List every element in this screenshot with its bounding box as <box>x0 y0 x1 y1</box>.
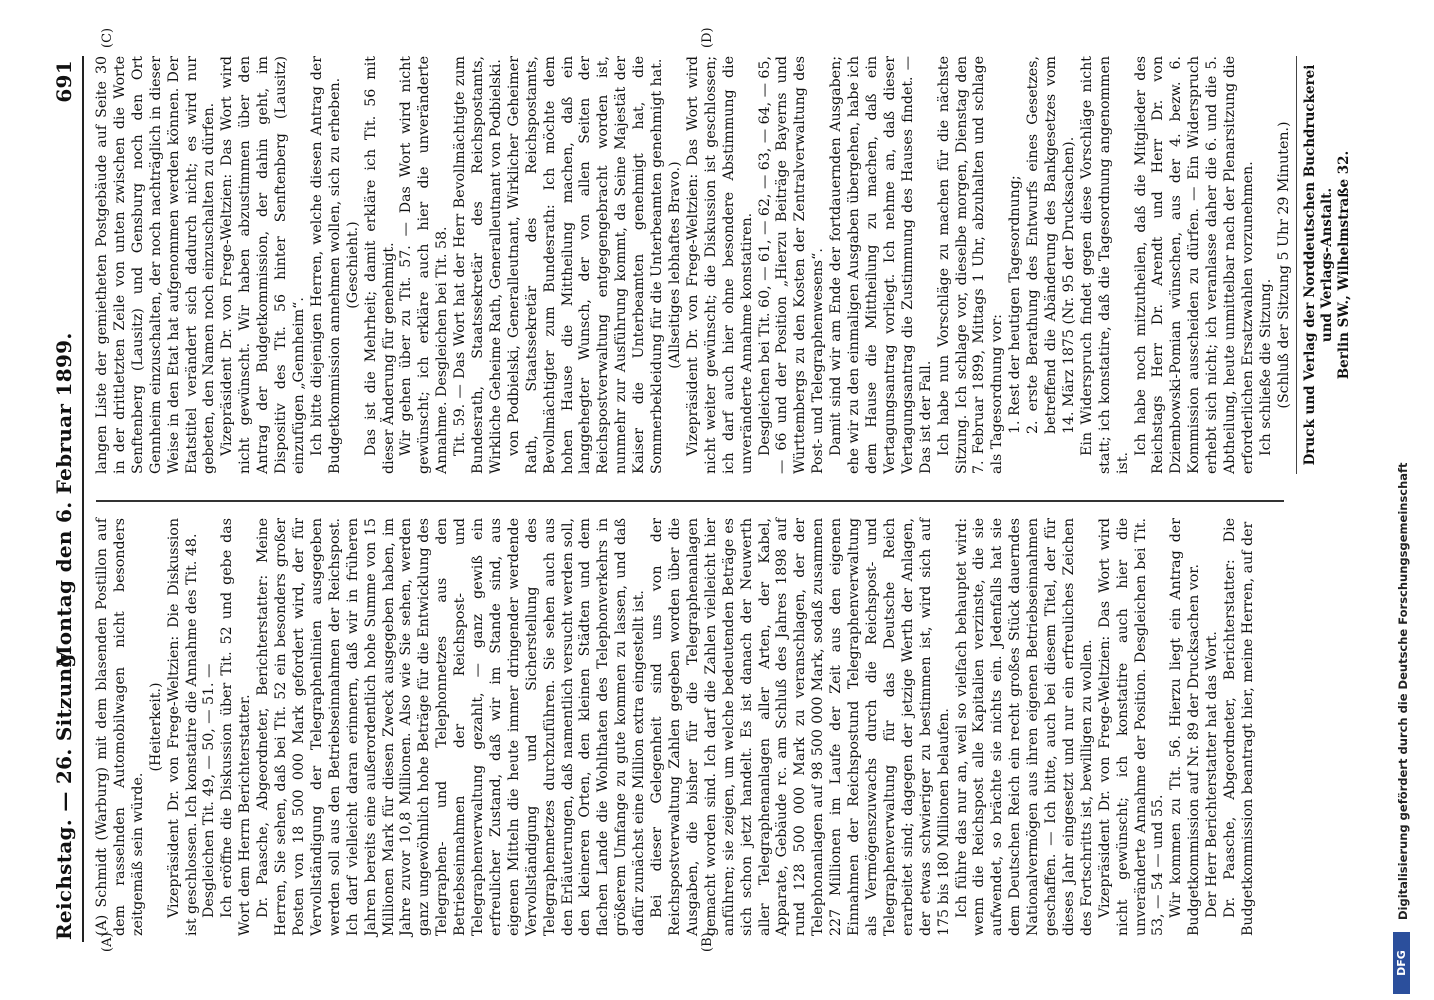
column-divider <box>96 500 1284 502</box>
margin-marker-d: (D) <box>700 27 715 48</box>
header-rule <box>82 56 84 942</box>
paragraph: Vizepräsident Dr. von Frege-Weltzien: Die Diskussion ist geschlossen. Ich konstatire die Annahme des Tit. 48. <box>165 518 200 936</box>
paragraph: Ich eröffne die Diskussion über Tit. 52 und gebe das Wort dem Herrn Berichterstatter. <box>219 518 254 936</box>
paragraph: Dr. Paasche, Abgeordneter, Berichterstatter: Meine Herren, Sie sehen, daß bei Tit. 52 ein besonders großer Posten von 18 500 000 Mark gefordert wird, der für Vervollständigung der Telegraphenlinien ausgegeben werden soll aus den Betriebseinnahmen der Reichspost. Ich darf vielleicht daran erinnern, daß wir in früheren Jahren bereits eine außerordentlich hohe Summe von 15 Millionen Mark für diesen Zweck ausgegeben haben, im Jahre zuvor 10,8 Millionen. Also wie Sie sehen, werden ganz ungewöhnlich hohe Beträge für die Entwicklung des Telegraphen- und Telephonnetzes aus den Betriebseinnahmen der Reichspost- und Telegraphenverwaltung gezahlt, — ganz gewiß ein erfreulicher Zustand, daß wir im Stande sind, aus eigenen Mitteln die heute immer dringender werdende Vervollständigung und Sicherstellung des Telegraphennetzes durchzuführen. Sie sehen auch aus den Erläuterungen, daß namentlich versucht werden soll, den kleineren Orten, den kleinen Städten und dem flachen Lande die Wohlthaten des Telephonverkehrs in größerem Umfange zu gute kommen zu lassen, und daß dafür zunächst eine Million extra eingestellt ist. <box>255 518 648 936</box>
header-left: Reichstag. — 26. Sitzung. <box>52 646 76 940</box>
paragraph: Wir gehen über zu Tit. 57. — Das Wort wird nicht gewünscht; ich erkläre auch hier die unveränderte Annahme. Desgleichen bei Tit. 58. <box>398 56 451 474</box>
paragraph: von Podbielski, Generalleutnant, Wirklicher Geheimer Rath, Staatssekretär des Reichspostamts, Bevollmächtigter zum Bundesrath: Ich möchte dem hohen Hause die Mittheilung machen, daß ein langgehegter Wunsch, der von allen Seiten der Reichspostverwaltung entgegengebracht worden ist, nunmehr zur Ausführung kommt, da Seine Majestät der Kaiser die Unterbeamten genehmigt hat, die Sommerbekleidung für die Unterbeamten genehmigt hat. <box>505 56 666 474</box>
imprint-line: Berlin SW., Wilhelmstraße 32. <box>1336 150 1352 380</box>
paragraph: Dr. Paasche, Abgeordneter, Berichterstatter: Die Budgetkommission beantragt hier, meine Herren, auf der <box>1222 518 1256 936</box>
paragraph: Ich habe noch mitzutheilen, daß die Mitglieder des Reichstags Herr Dr. Arendt und Herr Dr. von Dziembowski-Pomian wünschen, aus der 4. bezw. 6. Kommission ausscheiden zu dürfen. — Ein Widerspruch erhebt sich nicht; ich veranlasse daher die 6. und die 5. Abtheilung, heute unmittelbar nach der Plenarsitzung die erforderlichen Ersatzwahlen vorzunehmen. <box>1132 56 1256 474</box>
paragraph: Ich bitte diejenigen Herren, welche diesen Antrag der Budgetkommission annehmen wollen, sich zu erheben. <box>308 56 343 474</box>
paragraph: langen Liste der gemietheten Postgebäude auf Seite 30 in der drittletzten Zeile von unten zwischen die Worte Senftenberg (Lausitz) und Gensburg noch den Ort Gennheim einzuschalten, der noch nachträglich in dieser Weise in den Etat hat aufgenommen werden können. Der Etatstitel verändert sich dadurch nicht; es wird nur gebeten, den Namen noch einzuschalten zu dürfen. <box>94 56 218 474</box>
paragraph: (Allseitiges lebhaftes Bravo.) <box>667 161 683 369</box>
paragraph: Das ist die Mehrheit; damit erkläre ich Tit. 56 mit dieser Änderung für genehmigt. <box>362 56 397 474</box>
footer-rule <box>1296 56 1297 474</box>
dfg-logo: DFG <box>1393 932 1410 994</box>
paragraph: Wir kommen zu Tit. 56. Hierzu liegt ein Antrag der Budgetkommission auf Nr. 89 der Drucksachen vor. <box>1168 518 1203 936</box>
paragraph: Ich habe nun Vorschläge zu machen für die nächste Sitzung. Ich schlage vor, dieselbe morgen, Dienstag den 7. Februar 1899, Mittags 1 Uhr, abzuhalten und schlage als Tagesordnung vor: <box>935 56 1006 474</box>
paragraph: (Geschieht.) <box>344 221 361 309</box>
paragraph: Tit. 59. — Das Wort hat der Herr Bevollmächtigte zum Bundesrath, Staatssekretär des Reichspostamts, Wirkliche Geheime Rath, Generalleutnant von Podbielski. <box>452 56 504 474</box>
header-date: Montag den 6. Februar 1899. <box>52 332 76 668</box>
paragraph: Ich schließe die Sitzung. <box>1257 278 1274 456</box>
margin-marker-c: (C) <box>100 27 115 48</box>
margin-marker-b: (B) <box>700 932 715 952</box>
paragraph: Vizepräsident Dr. von Frege-Weltzien: Das Wort wird nicht gewünscht; ich konstatire auch hier die unveränderte Annahme der Position. Desgleichen bei Tit. 53, — 54 — und 55. <box>1096 518 1167 936</box>
paragraph: Der Herr Berichterstatter hat das Wort. <box>1204 631 1221 918</box>
paragraph: Bei dieser Gelegenheit sind uns von der Reichspostverwaltung Zahlen gegeben worden über die Ausgaben, die bisher für die Telegraphenanlagen gemacht worden sind. Ich darf die Zahlen vielleicht hier anführen; sie zeigen, um welche bedeutenden Beträge es sich schon jetzt handelt. Es ist danach der Neuwerth aller Telegraphenanlagen aller Arten, der Kabel, Apparate, Gebäude rc. am Schluß des Jahres 1898 auf rund 128 500 000 Mark zu veranschlagen, der der Telephonanlagen auf 98 500 000 Mark, sodaß zusammen 227 Millionen im Laufe der Zeit aus den eigenen Einnahmen der Reichspostund Telegraphenverwaltung als Vermögenszuwachs durch die Reichspost- und Telegraphenverwaltung für das Deutsche Reich erarbeitet sind; dagegen der jetzige Werth der Anlagen, der etwas schwieriger zu bestimmen ist, wird sich auf 175 bis 180 Millionen belaufen. <box>649 518 952 936</box>
paragraph: Vizepräsident Dr. von Frege-Weltzien: Das Wort wird nicht gewünscht. Wir haben abzustimmen über den Antrag der Budgetkommission, der dahin geht, im Dispositiv des Tit. 56 hinter Senftenberg (Lausitz) einzufügen „Gennheim“. <box>219 56 307 474</box>
agenda-item: 2. erste Berathung des Entwurfs eines Gesetzes, betreffend die Abänderung des Bankgesetzes vom 14. März 1875 (Nr. 95 der Drucksachen). <box>1025 56 1077 434</box>
margin-marker-a: (A) <box>100 932 115 952</box>
right-column <box>94 56 1292 474</box>
paragraph: Ich führe das nur an, weil so vielfach behauptet wird: wenn die Reichspost alle Kapitalien verzinste, die sie aufwendet, so brächte sie nichts ein. Jedenfalls hat sie dem Deutschen Reich ein recht großes Stück dauerndes Nationalvermögen aus ihren eigenen Betriebseinnahmen geschaffen. — Ich bitte, auch bei diesem Titel, der für dieses Jahr eingesetzt und nur ein erfreuliches Zeichen des Fortschritts ist, bewilligen zu wollen. <box>953 518 1095 936</box>
page-header <box>52 60 80 940</box>
paragraph: Vizepräsident Dr. von Frege-Weltzien: Das Wort wird nicht weiter gewünscht; die Diskussion ist geschlossen; ich darf auch hier ohne besondere Abstimmung die unveränderte Annahme konstatiren. <box>684 56 755 474</box>
agenda-item: 1. Rest der heutigen Tagesordnung; <box>1007 175 1024 434</box>
paragraph: Desgleichen bei Tit. 60, — 61, — 62, — 63, — 64, — 65, — 66 und der Position „Hierzu Beiträge Bayerns und Württembergs zu den Kosten der Zentralverwaltung des Post- und Telegraphenwesens“. <box>756 56 827 474</box>
imprint-line: Druck und Verlag der Norddeutschen Buchdruckerei und Verlags-Anstalt. <box>1302 64 1335 466</box>
paragraph: Ein Widerspruch findet gegen diese Vorschläge nicht statt; ich konstatire, daß die Tagesordnung angenommen ist. <box>1078 56 1131 474</box>
paragraph: (Schluß der Sitzung 5 Uhr 29 Minuten.) <box>1275 121 1292 409</box>
paragraph: (A) Schmidt (Warburg) mit dem blasenden Postillon auf dem rasselnden Automobilwagen nicht besonders zeitgemäß sein würde. <box>94 518 146 936</box>
digitization-text: Digitalisierung gefördert durch die Deutsche Forschungsgemeinschaft <box>1396 462 1410 920</box>
printer-imprint <box>1302 56 1353 474</box>
left-column <box>94 518 1284 936</box>
paragraph: (Heiterkeit.) <box>147 682 164 772</box>
paragraph: Desgleichen Tit. 49, — 50, — 51. — <box>201 663 218 918</box>
page-number: 691 <box>52 60 76 103</box>
paragraph: Damit sind wir am Ende der fortdauernden Ausgaben; ehe wir zu den einmaligen Ausgaben übergehen, habe ich dem Hause die Mittheilung zu machen, daß ein Vertagungsantrag vorliegt. Ich nehme an, daß dieser Vertagungsantrag die Zustimmung des Hauses findet. — Das ist der Fall. <box>828 56 934 474</box>
